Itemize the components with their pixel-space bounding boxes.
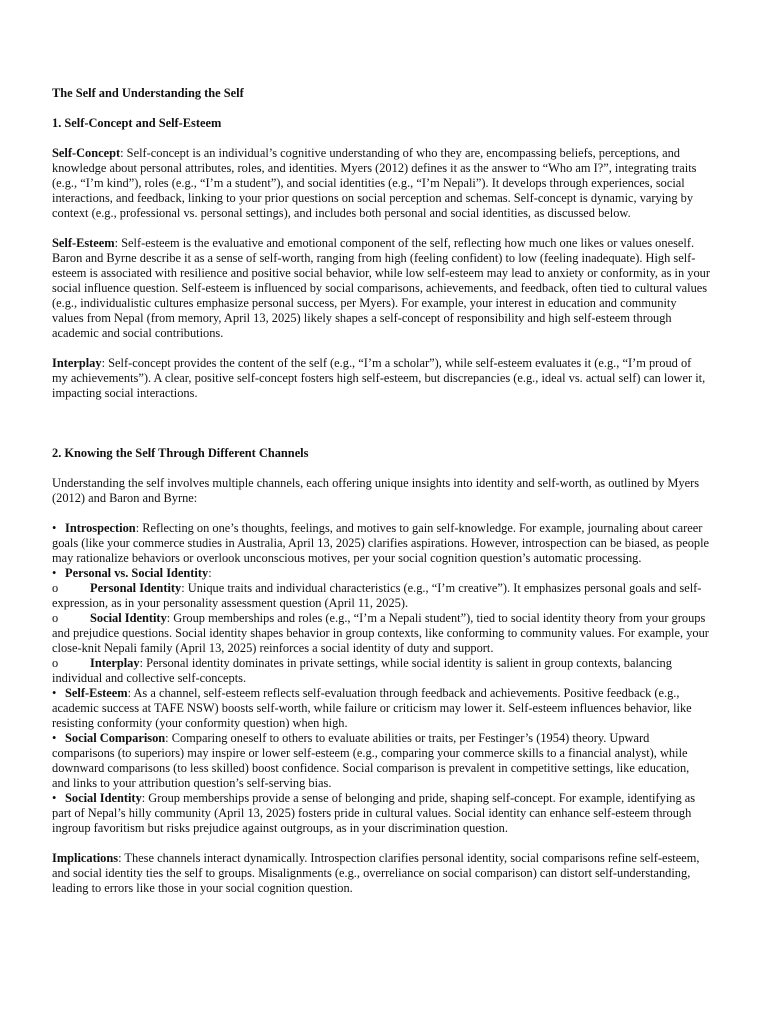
interplay-sub-label: Interplay [90,656,140,670]
social-identity-sub-text: : Group memberships and roles (e.g., “I’m a Nepali student”), tied to social identity theory from your groups and prejudice questions. Social identity shapes behavior in group contexts, like conforming to community values. For example, your close-knit Nepali family (April 13, 2025) reinforces a social identity of duty and support. [52,611,709,655]
sub-item-social-identity [52,611,710,656]
social-identity-label: Social Identity [65,791,142,805]
bullet-marker: • [52,731,57,745]
social-comparison-text: : Comparing oneself to others to evaluate abilities or traits, per Festinger’s (1954) theory. Upward comparisons (to superiors) may inspire or lower self-esteem (e.g., comparing your commerce skills to a financial analyst), while downward comparisons (to less skilled) boost confidence. Social comparison is prevalent in competitive settings, like education, and links to your attribution question’s self-serving bias. [52,731,690,790]
implications-text: : These channels interact dynamically. Introspection clarifies personal identity, social comparisons refine self-esteem, and social identity ties the self to groups. Misalignments (e.g., overreliance on social comparison) can distort self-understanding, leading to errors like those in your social cognition question. [52,851,700,895]
sub-item-interplay [52,656,710,686]
social-identity-sub-label: Social Identity [90,611,167,625]
introspection-label: Introspection [65,521,136,535]
implications-label: Implications [52,851,119,865]
sub-bullet-marker: o [52,611,59,625]
section-1-heading: 1. Self-Concept and Self-Esteem [52,116,222,130]
sub-bullet-marker: o [52,656,59,670]
section-2-heading: 2. Knowing the Self Through Different Channels [52,446,309,460]
personal-vs-social-label: Personal vs. Social Identity [65,566,209,580]
interplay-paragraph [52,356,710,401]
section-2-intro: Understanding the self involves multiple channels, each offering unique insights into identity and self-worth, as outlined by Myers (2012) and Baron and Byrne: [52,476,700,505]
bullet-marker: • [52,791,57,805]
social-comparison-label: Social Comparison [65,731,166,745]
self-concept-paragraph [52,146,710,221]
interplay-sub-text: : Personal identity dominates in private settings, while social identity is salient in group contexts, balancing individual and collective self-concepts. [52,656,672,685]
self-esteem-bullet-text: : As a channel, self-esteem reflects self-evaluation through feedback and achievements. Positive feedback (e.g., academic success at TAFE NSW) boosts self-worth, while failure or criticism may lower it. Self-esteem influences behavior, like resisting conformity (your conformity question) when high. [52,686,692,730]
self-concept-text: : Self-concept is an individual’s cognitive understanding of who they are, encompassing beliefs, perceptions, and knowledge about personal attributes, roles, and identities. Myers (2012) defines it as the answer to “Who am I?”, integrating traits (e.g., “I’m kind”), roles (e.g., “I’m a student”), and social identities (e.g., “I’m Nepali”). It develops through experiences, social interactions, and feedback, linking to your prior questions on social perception and schemas. Self-concept is dynamic, varying by context (e.g., professional vs. personal settings), and includes both personal and social identities, as discussed below. [52,146,697,220]
introspection-text: : Reflecting on one’s thoughts, feelings, and motives to gain self-knowledge. For example, journaling about career goals (like your commerce studies in Australia, April 13, 2025) clarifies aspirations. However, introspection can be biased, as people may rationalize behaviors or overlook unconscious motives, per your social cognition question’s automatic processing. [52,521,710,565]
list-item-introspection [52,521,710,566]
channels-list [52,521,710,836]
self-esteem-paragraph [52,236,710,341]
self-concept-label: Self-Concept [52,146,121,160]
social-identity-text: : Group memberships provide a sense of belonging and pride, shaping self-concept. For example, identifying as part of Nepal’s hilly community (April 13, 2025) fosters pride in cultural values. Social identity can enhance self-esteem through ingroup favoritism but risks prejudice against outgroups, as in your discrimination question. [52,791,696,835]
personal-identity-label: Personal Identity [90,581,182,595]
interplay-text: : Self-concept provides the content of the self (e.g., “I’m a scholar”), while self-esteem evaluates it (e.g., “I’m proud of my achievements”). A clear, positive self-concept fosters high self-esteem, but discrepancies (e.g., ideal vs. actual self) can lower it, impacting social interactions. [52,356,706,400]
list-item-self-esteem [52,686,710,731]
personal-identity-text: : Unique traits and individual characteristics (e.g., “I’m creative”). It emphasizes personal goals and self-expression, as in your personality assessment question (April 11, 2025). [52,581,702,610]
bullet-marker: • [52,521,57,535]
personal-vs-social-text: : [208,566,212,580]
self-esteem-bullet-label: Self-Esteem [65,686,128,700]
implications-paragraph [52,851,710,896]
self-esteem-label: Self-Esteem [52,236,115,250]
list-item-social-comparison [52,731,710,791]
bullet-marker: • [52,686,57,700]
sub-item-personal-identity [52,581,710,611]
sub-bullet-marker: o [52,581,59,595]
bullet-marker: • [52,566,57,580]
list-item-social-identity [52,791,710,836]
document-title: The Self and Understanding the Self [52,86,244,100]
list-item-personal-vs-social [52,566,710,581]
section-spacer [52,416,710,446]
interplay-label: Interplay [52,356,102,370]
self-esteem-text: : Self-esteem is the evaluative and emotional component of the self, reflecting how much one likes or values oneself. Baron and Byrne describe it as a sense of self-worth, ranging from high (feeling confident) to low (feeling inadequate). High self-esteem is associated with resilience and positive social behavior, while low self-esteem may lead to anxiety or conformity, as in your social influence question. Self-esteem is influenced by social comparisons, achievements, and feedback, often tied to cultural values (e.g., individualistic cultures emphasize personal success, per Myers). For example, your interest in education and community values from Nepal (from memory, April 13, 2025) likely shapes a self-concept of responsibility and high self-esteem through academic and social contributions. [52,236,710,340]
